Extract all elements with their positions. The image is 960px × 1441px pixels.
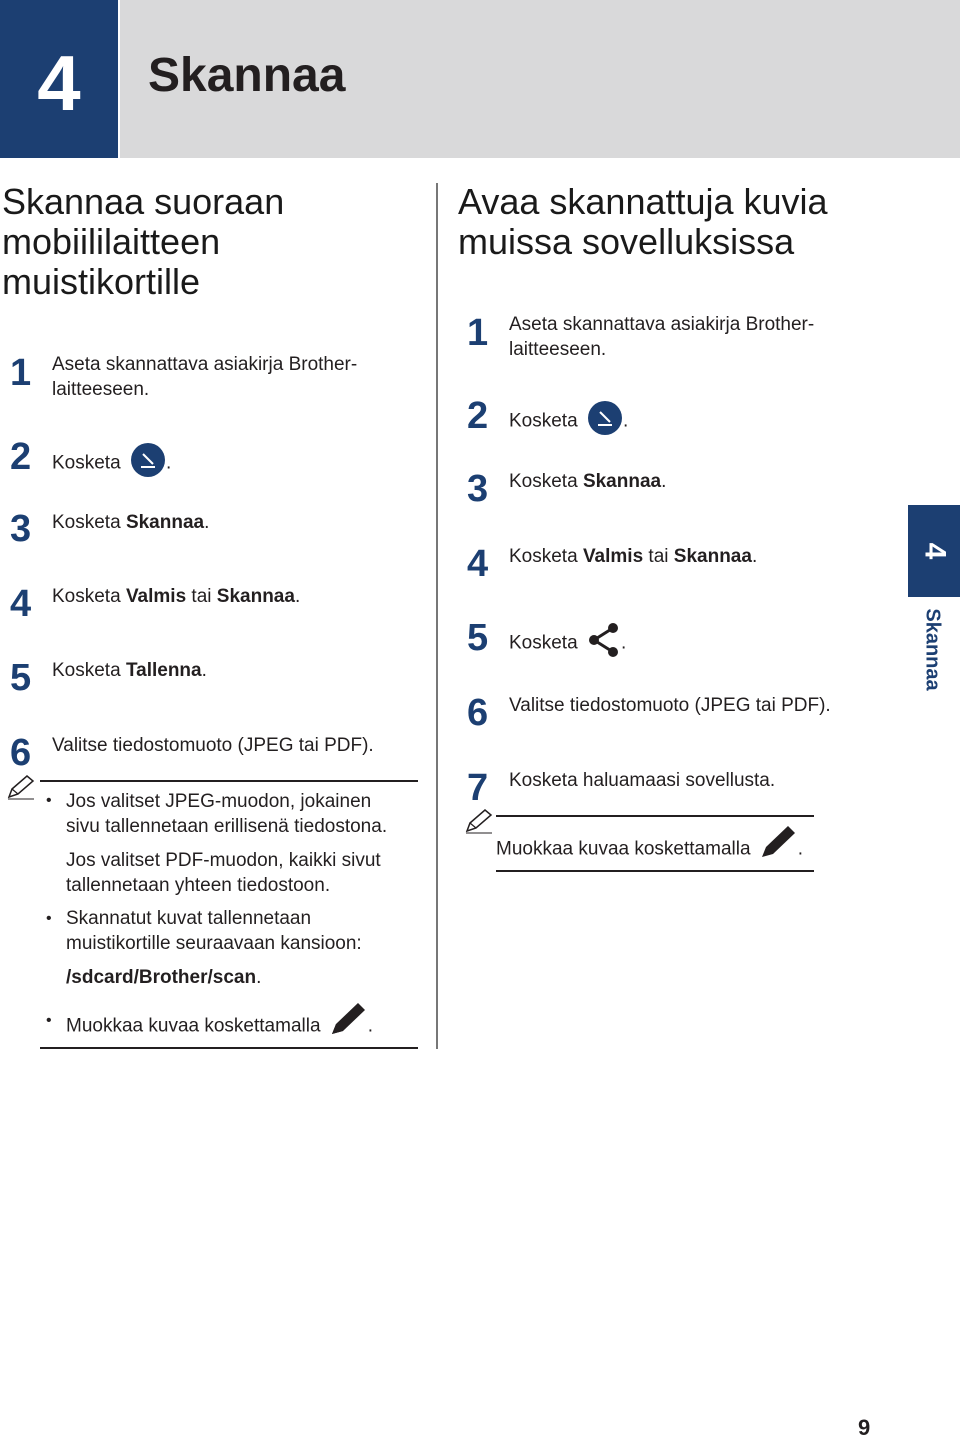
step-mid: tai: [186, 586, 217, 607]
step-bold: Skannaa: [216, 586, 295, 607]
note-line: Jos valitset PDF-muodon, kaikki sivut: [66, 850, 381, 871]
path-text: /sdcard/Brother/scan: [66, 967, 257, 988]
step-suffix: .: [622, 410, 629, 432]
folder-path: [66, 965, 261, 990]
share-icon: [587, 622, 621, 665]
note-text: [66, 789, 387, 839]
step-text: [52, 658, 207, 683]
step-number: 2: [10, 436, 32, 478]
note-pencil-icon: [464, 808, 494, 839]
title-line: muistikortille: [2, 261, 201, 302]
step-suffix: .: [165, 452, 172, 474]
path-suffix: .: [256, 967, 262, 988]
step-suffix: .: [294, 586, 301, 607]
step-number: 3: [467, 468, 489, 510]
note-text: [496, 831, 803, 868]
step-number: 7: [467, 767, 489, 809]
step-bold: Valmis: [582, 546, 644, 567]
side-chapter-tab: [908, 505, 960, 597]
step-line: Aseta skannattava asiakirja Brother-: [509, 314, 815, 335]
step-suffix: .: [201, 660, 207, 681]
note-top-rule: [40, 780, 418, 782]
step-text: [52, 352, 357, 402]
step-text: Valitse tiedostomuoto (JPEG tai PDF).: [509, 695, 831, 716]
step-prefix: Kosketa: [509, 410, 578, 432]
step-prefix: Kosketa: [52, 586, 126, 607]
note-line: Jos valitset JPEG-muodon, jokainen: [66, 791, 372, 812]
step-text: [509, 622, 626, 665]
step-text: [52, 442, 171, 485]
note-suffix: .: [797, 838, 804, 860]
step-line: laitteeseen.: [52, 379, 150, 400]
step-text: [509, 469, 666, 494]
note-line: Muokkaa kuvaa koskettamalla: [66, 1015, 321, 1037]
right-section-title: [458, 182, 828, 262]
step-suffix: .: [620, 632, 627, 654]
step-bold: Skannaa: [125, 512, 205, 533]
step-number: 6: [10, 732, 32, 774]
note-bottom-rule: [496, 870, 814, 872]
step-text: [509, 312, 814, 362]
chapter-number: 4: [37, 38, 81, 127]
page-number: 9: [858, 1415, 871, 1440]
scan-icon: [587, 400, 623, 443]
step-suffix: .: [204, 512, 210, 533]
step-number: 2: [467, 395, 489, 437]
step-number: 1: [10, 352, 32, 394]
note-top-rule: [496, 815, 814, 817]
step-text: [52, 510, 209, 535]
note-text: [66, 848, 381, 898]
step-bold: Valmis: [125, 586, 187, 607]
step-prefix: Kosketa: [52, 660, 126, 681]
step-bold: Skannaa: [673, 546, 752, 567]
page-title: Skannaa: [148, 49, 346, 102]
scan-icon: [130, 442, 166, 485]
step-suffix: .: [751, 546, 758, 567]
note-line: sivu tallennetaan erillisenä tiedostona.: [66, 816, 388, 837]
step-suffix: .: [661, 471, 667, 492]
step-prefix: Kosketa: [509, 546, 583, 567]
step-number: 4: [467, 543, 489, 585]
step-text: Kosketa haluamaasi sovellusta.: [509, 770, 776, 791]
step-prefix: Kosketa: [52, 452, 121, 474]
bullet: •: [46, 910, 52, 927]
step-text: [509, 400, 628, 443]
step-number: 5: [10, 657, 32, 699]
note-text: [66, 906, 362, 956]
step-mid: tai: [643, 546, 674, 567]
step-prefix: Kosketa: [509, 632, 578, 654]
step-line: laitteeseen.: [509, 339, 607, 360]
step-number: 4: [10, 583, 32, 625]
step-text: [509, 544, 757, 569]
note-pencil-icon: [6, 774, 36, 805]
note-line: muistikortille seuraavaan kansioon:: [66, 933, 362, 954]
step-line: Aseta skannattava asiakirja Brother-: [52, 354, 358, 375]
step-text: [52, 584, 300, 609]
side-label-text: Skannaa: [921, 607, 944, 691]
step-number: 5: [467, 617, 489, 659]
step-number: 3: [10, 508, 32, 550]
pencil-edit-icon: [758, 823, 798, 868]
pencil-edit-icon: [328, 1000, 368, 1045]
note-line: tallennetaan yhteen tiedostoon.: [66, 875, 331, 896]
step-text: Valitse tiedostomuoto (JPEG tai PDF).: [52, 735, 374, 756]
note-line: Skannatut kuvat tallennetaan: [66, 908, 312, 929]
side-chapter-label: [906, 604, 958, 694]
step-bold: Tallenna: [125, 660, 202, 681]
column-divider: [436, 183, 438, 1049]
note-text: [66, 1008, 373, 1045]
note-suffix: .: [367, 1015, 374, 1037]
step-number: 6: [467, 692, 489, 734]
step-bold: Skannaa: [582, 471, 662, 492]
step-prefix: Kosketa: [52, 512, 126, 533]
left-section-title: [2, 182, 284, 302]
bullet: •: [46, 792, 52, 809]
note-line: Muokkaa kuvaa koskettamalla: [496, 838, 751, 860]
title-line: mobiililaitteen: [2, 221, 221, 262]
step-number: 1: [467, 312, 489, 354]
title-line: Avaa skannattuja kuvia: [458, 181, 828, 222]
title-line: Skannaa suoraan: [2, 181, 285, 222]
step-prefix: Kosketa: [509, 471, 583, 492]
title-line: muissa sovelluksissa: [458, 221, 795, 262]
side-tab-number: 4: [918, 542, 951, 560]
bullet: •: [46, 1012, 52, 1029]
note-bottom-rule: [40, 1047, 418, 1049]
